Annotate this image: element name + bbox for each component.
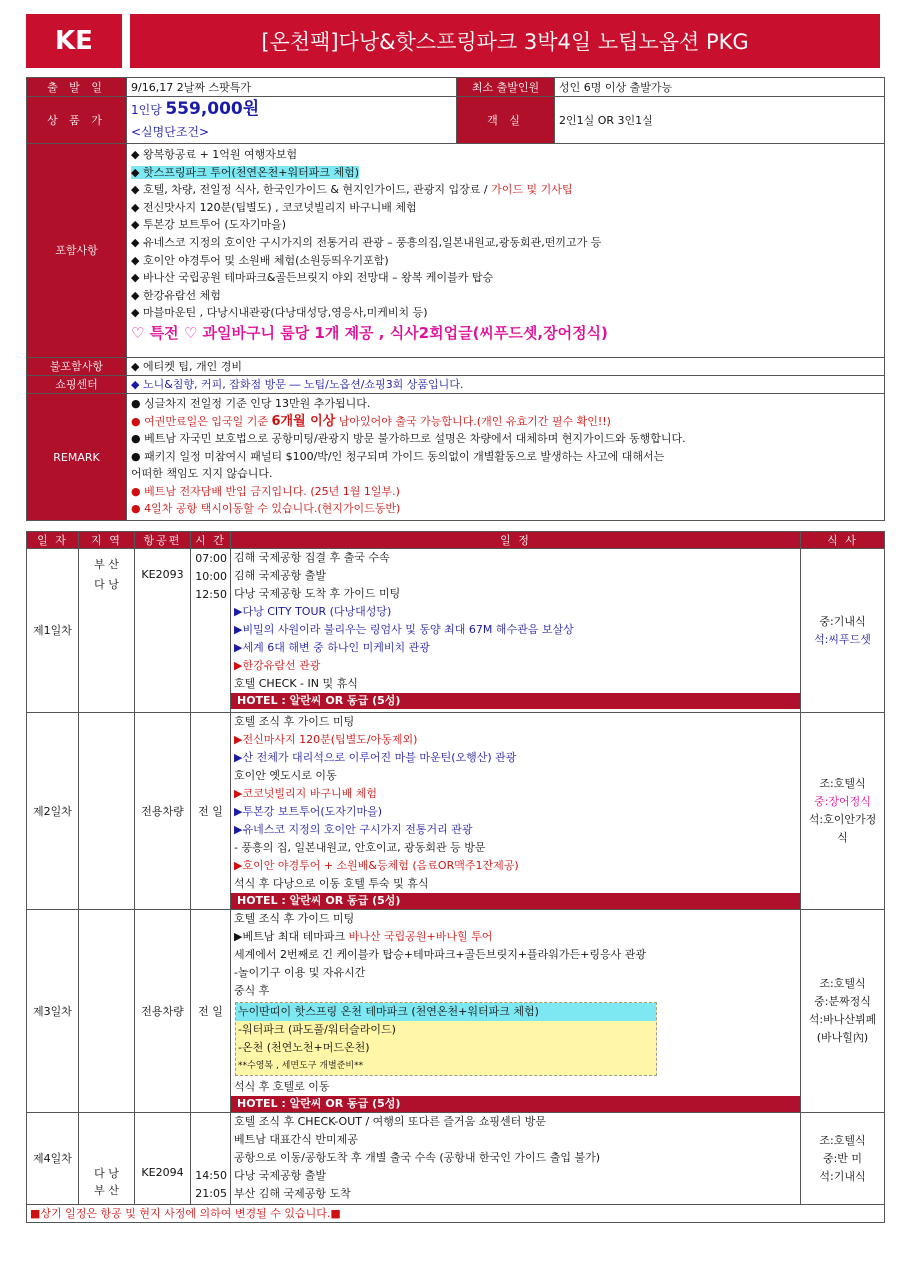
meals-cell: 중:기내식 석:씨푸드셋	[801, 549, 885, 713]
special-offer: ♡ 특전 ♡ 과일바구니 룸당 1개 제공 , 식사2회업글(씨푸드셋,장어정식)	[131, 323, 608, 342]
departure-label: 출 발 일	[27, 78, 127, 97]
remark-list	[127, 394, 885, 521]
inclusion-item: ◆ 전신맛사지 120분(팁별도) , 코코넛빌리지 바구니배 체험	[131, 200, 417, 214]
col-header-region: 지 역	[79, 532, 135, 549]
day-row	[27, 1113, 885, 1205]
airline-badge: KE	[26, 14, 122, 68]
schedule-footer-note: ■상기 일정은 항공 및 현지 사정에 의하여 변경될 수 있습니다.■	[27, 1205, 885, 1223]
time-cell: 07:00 10:00 12:50	[191, 549, 231, 713]
price-label: 상 품 가	[27, 97, 127, 144]
itinerary-cell: 호텔 조식 후 가이드 미팅 ▶전신마사지 120분(팁별도/아동제외) ▶산 전체가 대리석으로 이루어진 마블 마운틴(오행산) 관광 호이안 옛도시로 이동 ▶코코넛빌리지 바구니배 체험 ▶투본강 보트투어(도자기마을) ▶유네스코 지정의 호이안 구시가지 전통거리 관광 - 풍흥의 집, 일본내원교, 안호이교, 광동회관 등 방문 ▶호이안 야경투어 + 소원배&등체험 (음료OR맥주1잔제공) 석식 후 다낭으로 이동 호텔 투숙 및 휴식 HOTEL : 알란씨 OR 동급 (5성)	[231, 713, 801, 910]
col-header-day: 일 자	[27, 532, 79, 549]
remark-item: ● 베트남 전자담배 반입 금지입니다. (25년 1월 1일부.)	[131, 484, 400, 498]
remark-item: ● 싱글차지 전일정 기준 인당 13만원 추가됩니다.	[131, 397, 371, 410]
day-label: 제2일차	[27, 713, 79, 910]
remark-item: ● 패키지 일정 미참여시 패널티 $100/박/인 청구되며 가이드 동의없이 개별활동으로 발생하는 사고에 대해서는	[131, 449, 665, 463]
inclusion-item: ◆ 투본강 보트투어 (도자기마을)	[131, 218, 287, 232]
time-cell: 14:50 21:05	[191, 1113, 231, 1205]
col-header-itinerary: 일 정	[231, 532, 801, 549]
inclusion-item: ◆ 호이안 야경투어 및 소원배 체험(소원등띄우기포함)	[131, 253, 389, 267]
inclusions-label: 포함사항	[27, 144, 127, 358]
region-cell	[79, 713, 135, 910]
inclusion-item: ◆ 마블마운틴 , 다낭시내관광(다낭대성당,영응사,미케비치 등)	[131, 306, 428, 320]
price-value: 559,000원	[165, 99, 260, 119]
meals-cell: 조:호텔식 중:장어정식 석:호이안가정식	[801, 713, 885, 910]
inclusions-list	[127, 144, 885, 358]
hotel-bar: HOTEL : 알란씨 OR 동급 (5성)	[231, 1096, 800, 1112]
day-label: 제1일차	[27, 549, 79, 713]
vehicle-cell: 전용차량	[135, 713, 191, 910]
departure-value: 9/16,17 2날짜 스팟특가	[127, 78, 457, 97]
day-row	[27, 910, 885, 1113]
day-label: 제3일차	[27, 910, 79, 1113]
inclusion-item: ◆ 한강유람선 체험	[131, 288, 221, 302]
hotel-bar: HOTEL : 알란씨 OR 동급 (5성)	[231, 893, 800, 909]
region-destination: 다 낭	[94, 578, 119, 591]
shopping-value: ◆ 노니&침향, 커피, 잡화점 방문 ― 노팁/노옵션/쇼핑3회 상품입니다.	[127, 376, 885, 394]
remark-item: ● 여권만료일은 입국일 기준 6개월 이상 남아있어야 출국 가능합니다.(개인 유효기간 필수 확인!!)	[131, 413, 611, 429]
price-condition: <실명단조건>	[131, 125, 210, 139]
remark-item: ● 4일차 공항 택시이동할 수 있습니다.(현지가이드동반)	[131, 502, 401, 515]
day-row	[27, 713, 885, 910]
price-prefix: 1인당	[131, 103, 162, 117]
inclusion-item: ◆ 핫스프링파크 투어(천연온천+워터파크 체험)	[131, 165, 360, 179]
product-info-table	[26, 77, 885, 521]
time-cell: 전 일	[191, 910, 231, 1113]
region-cell	[79, 910, 135, 1113]
shopping-label: 쇼핑센터	[27, 376, 127, 394]
room-value: 2인1실 OR 3인1실	[555, 97, 885, 144]
remark-item: 어떠한 책임도 지지 않습니다.	[131, 467, 273, 480]
vehicle-cell: 전용차량	[135, 910, 191, 1113]
flight-number: KE2094	[135, 1113, 191, 1205]
remark-label: REMARK	[27, 394, 127, 521]
region-cell	[79, 549, 135, 713]
exclusions-label: 불포함사항	[27, 358, 127, 376]
room-label: 객 실	[457, 97, 555, 144]
min-people-label: 최소 출발인원	[457, 78, 555, 97]
itinerary-cell: 호텔 조식 후 가이드 미팅 ▶베트남 최대 테마파크 바나산 국립공원+바나힐 투어 세계에서 2번째로 긴 케이블카 탑승+테마파크+골든브릿지+플라워가든+링응사 관광 -놀이기구 이용 및 자유시간 중식 후 누이딴띠이 핫스프링 온천 테마파크 (천연온천+워터파크 체험) -워터파크 (파도풀/워터슬라이드) -온천 (천연노천+머드온천) **수영복 , 세면도구 개별준비** 석식 후 호텔로 이동 HOTEL : 알란씨 OR 동급 (5성)	[231, 910, 801, 1113]
price-cell	[127, 97, 457, 144]
itinerary-cell: 호텔 조식 후 CHECK-OUT / 여행의 또다른 즐거움 쇼핑센터 방문 베트남 대표간식 반미제공 공항으로 이동/공항도착 후 개별 출국 수속 (공항내 한국인 가이드 출입 불가) 다낭 국제공항 출발 부산 김해 국제공항 도착	[231, 1113, 801, 1205]
day-row	[27, 549, 885, 713]
guide-tip-note: 가이드 및 기사팁	[491, 183, 573, 197]
hot-spring-box: 누이딴띠이 핫스프링 온천 테마파크 (천연온천+워터파크 체험) -워터파크 (파도풀/워터슬라이드) -온천 (천연노천+머드온천) **수영복 , 세면도구 개별준비**	[235, 1002, 657, 1076]
inclusion-item: ◆ 유네스코 지정의 호이안 구시가지의 전통거리 관광 – 풍흥의집,일본내원교,광동회관,떤끼고가 등	[131, 235, 602, 249]
region-origin: 다 낭	[94, 1167, 119, 1180]
min-people-value: 성인 6명 이상 출발가능	[555, 78, 885, 97]
exclusions-value: ◆ 에티켓 팁, 개인 경비	[127, 358, 885, 376]
hotel-bar: HOTEL : 알란씨 OR 동급 (5성)	[231, 693, 800, 709]
inclusion-item: ◆ 바나산 국립공원 테마파크&골든브릿지 야외 전망대 – 왕복 케이블카 탑승	[131, 271, 494, 285]
region-cell	[79, 1113, 135, 1205]
col-header-time: 시 간	[191, 532, 231, 549]
page-title: [온천팩]다낭&핫스프링파크 3박4일 노팁노옵션 PKG	[130, 14, 880, 68]
flight-number: KE2093	[135, 549, 191, 713]
col-header-flight: 항공편	[135, 532, 191, 549]
meals-cell: 조:호텔식 중:분짜정식 석:바나산뷔페 (바나힐內)	[801, 910, 885, 1113]
inclusion-item: ◆ 왕복항공료 + 1억원 여행자보험	[131, 148, 298, 161]
itinerary-cell: 김해 국제공항 집결 후 출국 수속 김해 국제공항 출발 다낭 국제공항 도착 후 가이드 미팅 ▶다낭 CITY TOUR (다낭대성당) ▶비밀의 사원이라 불리우는 링엄사 및 동양 최대 67M 해수관음 보살상 ▶세계 6대 해변 중 하나인 미케비치 관광 ▶한강유람선 관광 호텔 CHECK - IN 및 휴식 HOTEL : 알란씨 OR 동급 (5성)	[231, 549, 801, 713]
remark-item: ● 베트남 자국민 보호법으로 공항미팅/관광지 방문 불가하므로 설명은 차량에서 대체하며 현지가이드와 동행합니다.	[131, 432, 686, 445]
region-origin: 부 산	[94, 558, 119, 571]
day-label: 제4일차	[27, 1113, 79, 1205]
itinerary-table	[26, 531, 885, 1223]
meals-cell: 조:호텔식 중:반 미 석:기내식	[801, 1113, 885, 1205]
col-header-meals: 식 사	[801, 532, 885, 549]
region-destination: 부 산	[94, 1184, 119, 1197]
inclusion-item: ◆ 호텔, 차량, 전일정 식사, 한국인가이드 & 현지인가이드, 관광지 입장료 / 가이드 및 기사팁	[131, 183, 573, 197]
time-cell: 전 일	[191, 713, 231, 910]
